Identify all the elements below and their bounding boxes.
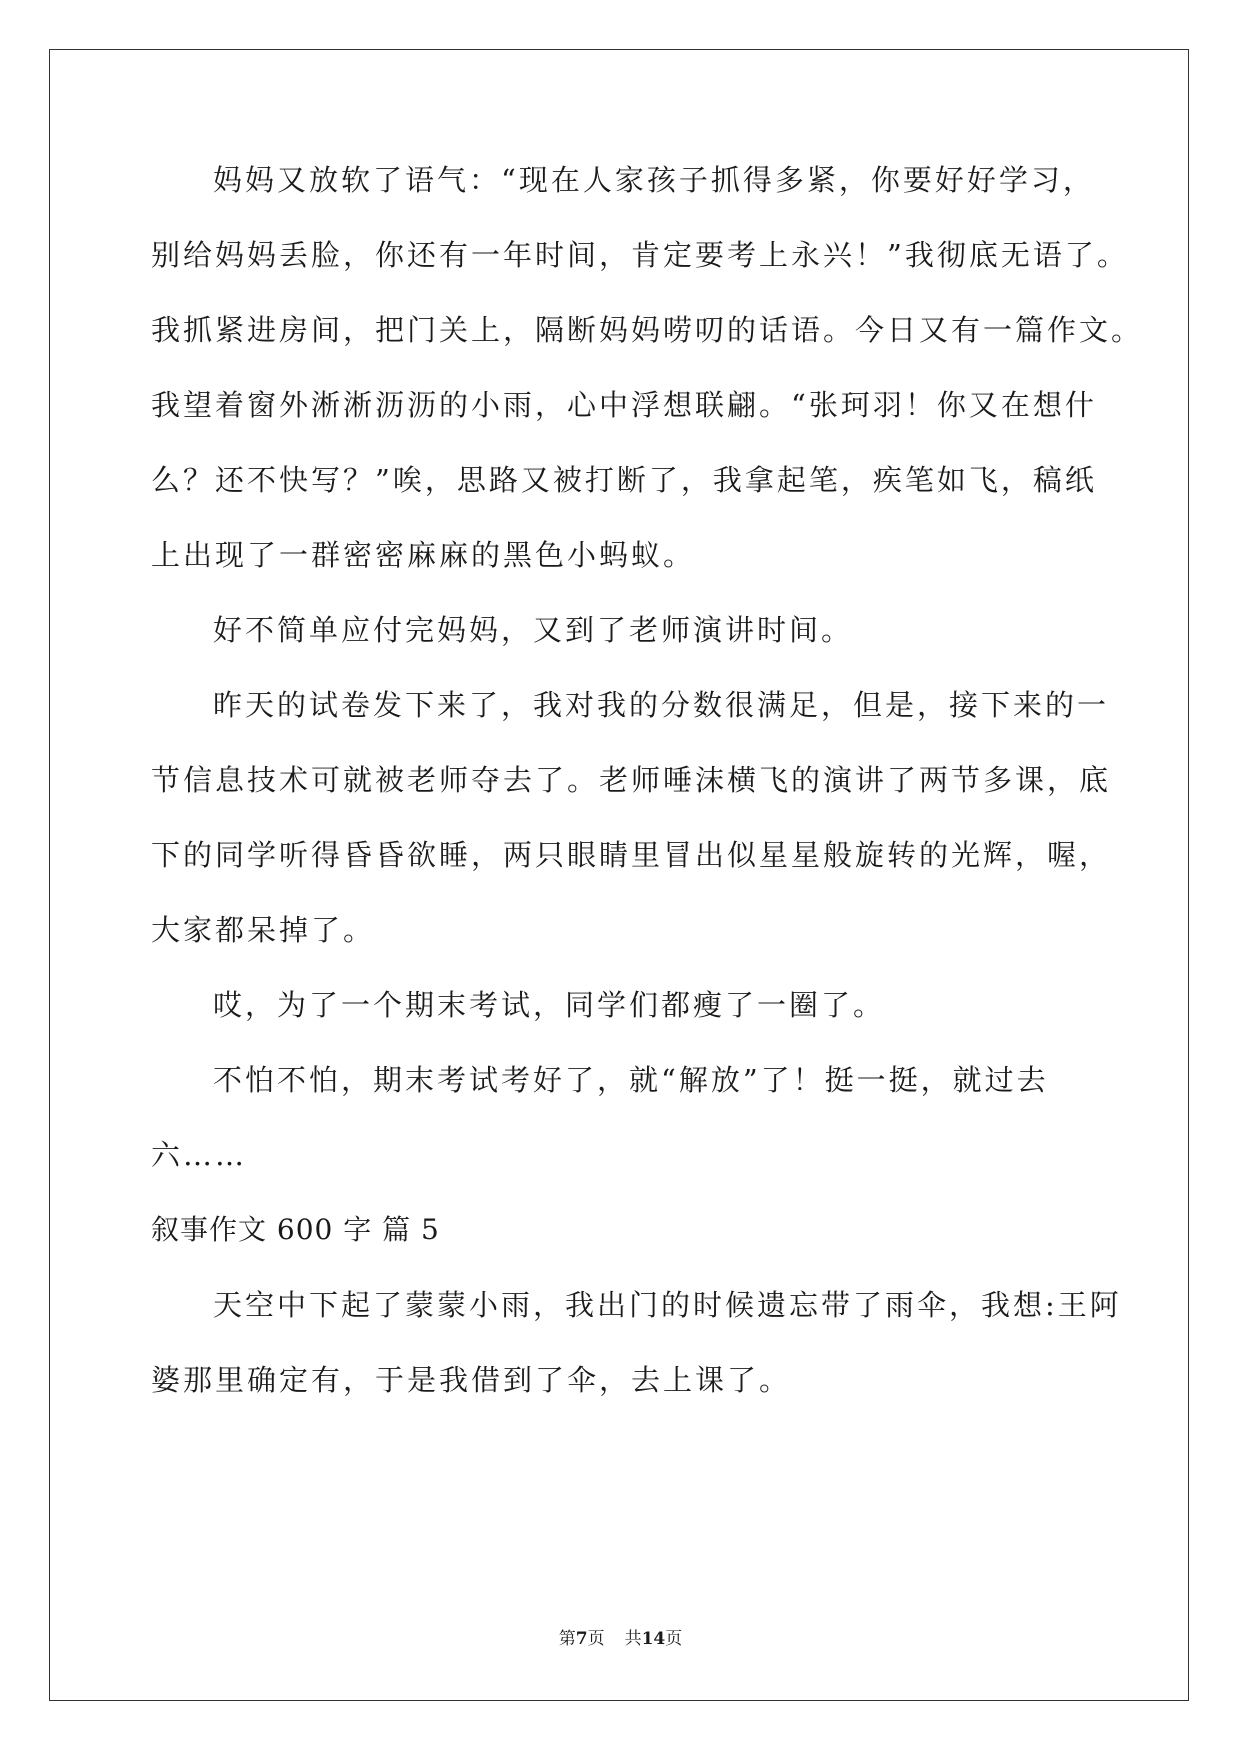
page-suffix: 页 — [587, 1629, 605, 1649]
paragraph-line: 节信息技术可就被老师夺去了。老师唾沫横飞的演讲了两节多课，底 — [151, 763, 1112, 797]
paragraph-line: 昨天的试卷发下来了，我对我的分数很满足，但是，接下来的一 — [213, 688, 1110, 722]
paragraph-line: 天空中下起了蒙蒙小雨，我出门的时候遗忘带了雨伞，我想:王阿 — [213, 1288, 1122, 1322]
paragraph-line: 下的同学听得昏昏欲睡，两只眼睛里冒出似星星般旋转的光辉，喔， — [151, 838, 1112, 872]
page-footer — [0, 1628, 1241, 1650]
paragraph-line: 妈妈又放软了语气：“现在人家孩子抓得多紧，你要好好学习， — [213, 163, 1095, 197]
paragraph-line: 好不简单应付完妈妈，又到了老师演讲时间。 — [213, 613, 854, 647]
paragraph-line: 不怕不怕，期末考试考好了，就“解放”了！挺一挺，就过去 — [213, 1063, 1049, 1097]
total-prefix: 共 — [624, 1629, 642, 1649]
page-border — [49, 49, 1189, 1701]
paragraph-line: 么？还不快写？”唉，思路又被打断了，我拿起笔，疾笔如飞，稿纸 — [151, 463, 1097, 497]
paragraph-line: 婆那里确定有，于是我借到了伞，去上课了。 — [151, 1363, 792, 1397]
paragraph-line: 大家都呆掉了。 — [151, 913, 376, 947]
page-number: 7 — [575, 1629, 588, 1649]
section-heading: 叙事作文 600 字 篇 5 — [151, 1213, 440, 1246]
paragraph-line: 我抓紧进房间，把门关上，隔断妈妈唠叨的话语。今日又有一篇作文。 — [151, 313, 1144, 347]
total-suffix: 页 — [665, 1629, 683, 1649]
page-prefix: 第 — [558, 1629, 576, 1649]
paragraph-line: 别给妈妈丢脸，你还有一年时间，肯定要考上永兴！”我彻底无语了。 — [151, 238, 1129, 272]
total-pages: 14 — [641, 1629, 666, 1649]
paragraph-line: 我望着窗外淅淅沥沥的小雨，心中浮想联翩。“张珂羽！你又在想什 — [151, 388, 1097, 422]
paragraph-line: 上出现了一群密密麻麻的黑色小蚂蚁。 — [151, 538, 696, 572]
paragraph-line: 哎，为了一个期末考试，同学们都瘦了一圈了。 — [213, 988, 886, 1022]
paragraph-line: 六…… — [151, 1138, 248, 1172]
